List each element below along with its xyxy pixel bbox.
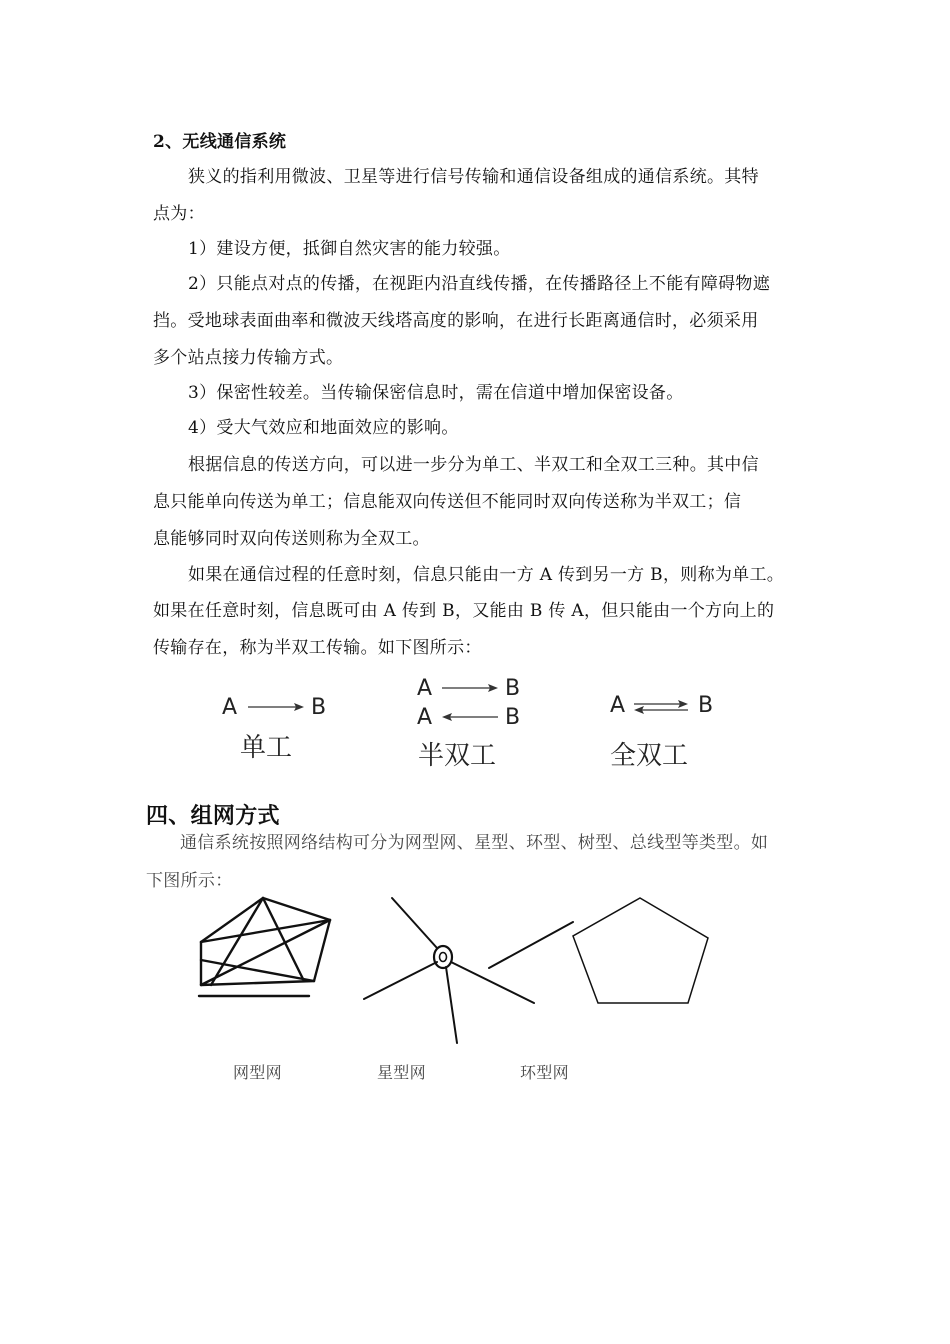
paragraph-line: 如果在任意时刻，信息既可由 A 传到 B，又能由 B 传 A，但只能由一个方向上的 [153,601,775,621]
star-network-label: 星型网 [377,1063,426,1082]
paragraph-line: 息能够同时双向传送则称为全双工。 [153,529,430,549]
full-duplex-label: 全双工 [610,741,689,771]
node-b-label: B [311,695,327,720]
paragraph-line: 点为： [153,204,205,224]
list-item: 3）保密性较差。当传输保密信息时，需在信道中增加保密设备。 [188,383,684,403]
list-item: 2）只能点对点的传播，在视距内沿直线传播，在传播路径上不能有障碍物遮 [188,274,771,294]
list-item: 4）受大气效应和地面效应的影响。 [188,418,459,438]
node-a-label: A [417,705,433,730]
paragraph-line: 狭义的指利用微波、卫星等进行信号传输和通信设备组成的通信系统。其特 [188,167,759,187]
node-b-label: B [505,705,521,730]
paragraph-line: 息只能单向传送为单工；信息能双向传送但不能同时双向传送称为半双工；信 [153,492,742,512]
ring-network-diagram [573,898,708,1003]
node-a-label: A [222,695,238,720]
paragraph-line: 通信系统按照网络结构可分为网型网、星型、环型、树型、总线型等类型。如 [180,833,769,853]
node-b-label: B [505,676,521,701]
paragraph-line: 挡。受地球表面曲率和微波天线塔高度的影响，在进行长距离通信时，必须采用 [153,311,759,331]
mesh-network-diagram [199,898,330,996]
paragraph-line: 下图所示： [146,871,233,891]
list-item: 1）建设方便，抵御自然灾害的能力较强。 [188,239,511,259]
paragraph-line: 如果在通信过程的任意时刻，信息只能由一方 A 传到另一方 B，则称为单工。 [188,565,785,585]
section-heading: 2、无线通信系统 [153,132,287,152]
star-network-diagram [364,898,573,1043]
paragraph-line: 传输存在，称为半双工传输。如下图所示： [153,638,482,658]
section-heading: 四、组网方式 [146,804,280,829]
simplex-label: 单工 [240,733,293,763]
paragraph-line: 多个站点接力传输方式。 [153,348,344,368]
node-b-label: B [698,693,714,718]
paragraph-line: 根据信息的传送方向，可以进一步分为单工、半双工和全双工三种。其中信 [188,455,759,475]
half-duplex-label: 半双工 [418,741,497,771]
node-a-label: A [610,693,626,718]
ring-network-label: 环型网 [520,1063,569,1082]
node-a-label: A [417,676,433,701]
mesh-network-label: 网型网 [233,1063,282,1082]
